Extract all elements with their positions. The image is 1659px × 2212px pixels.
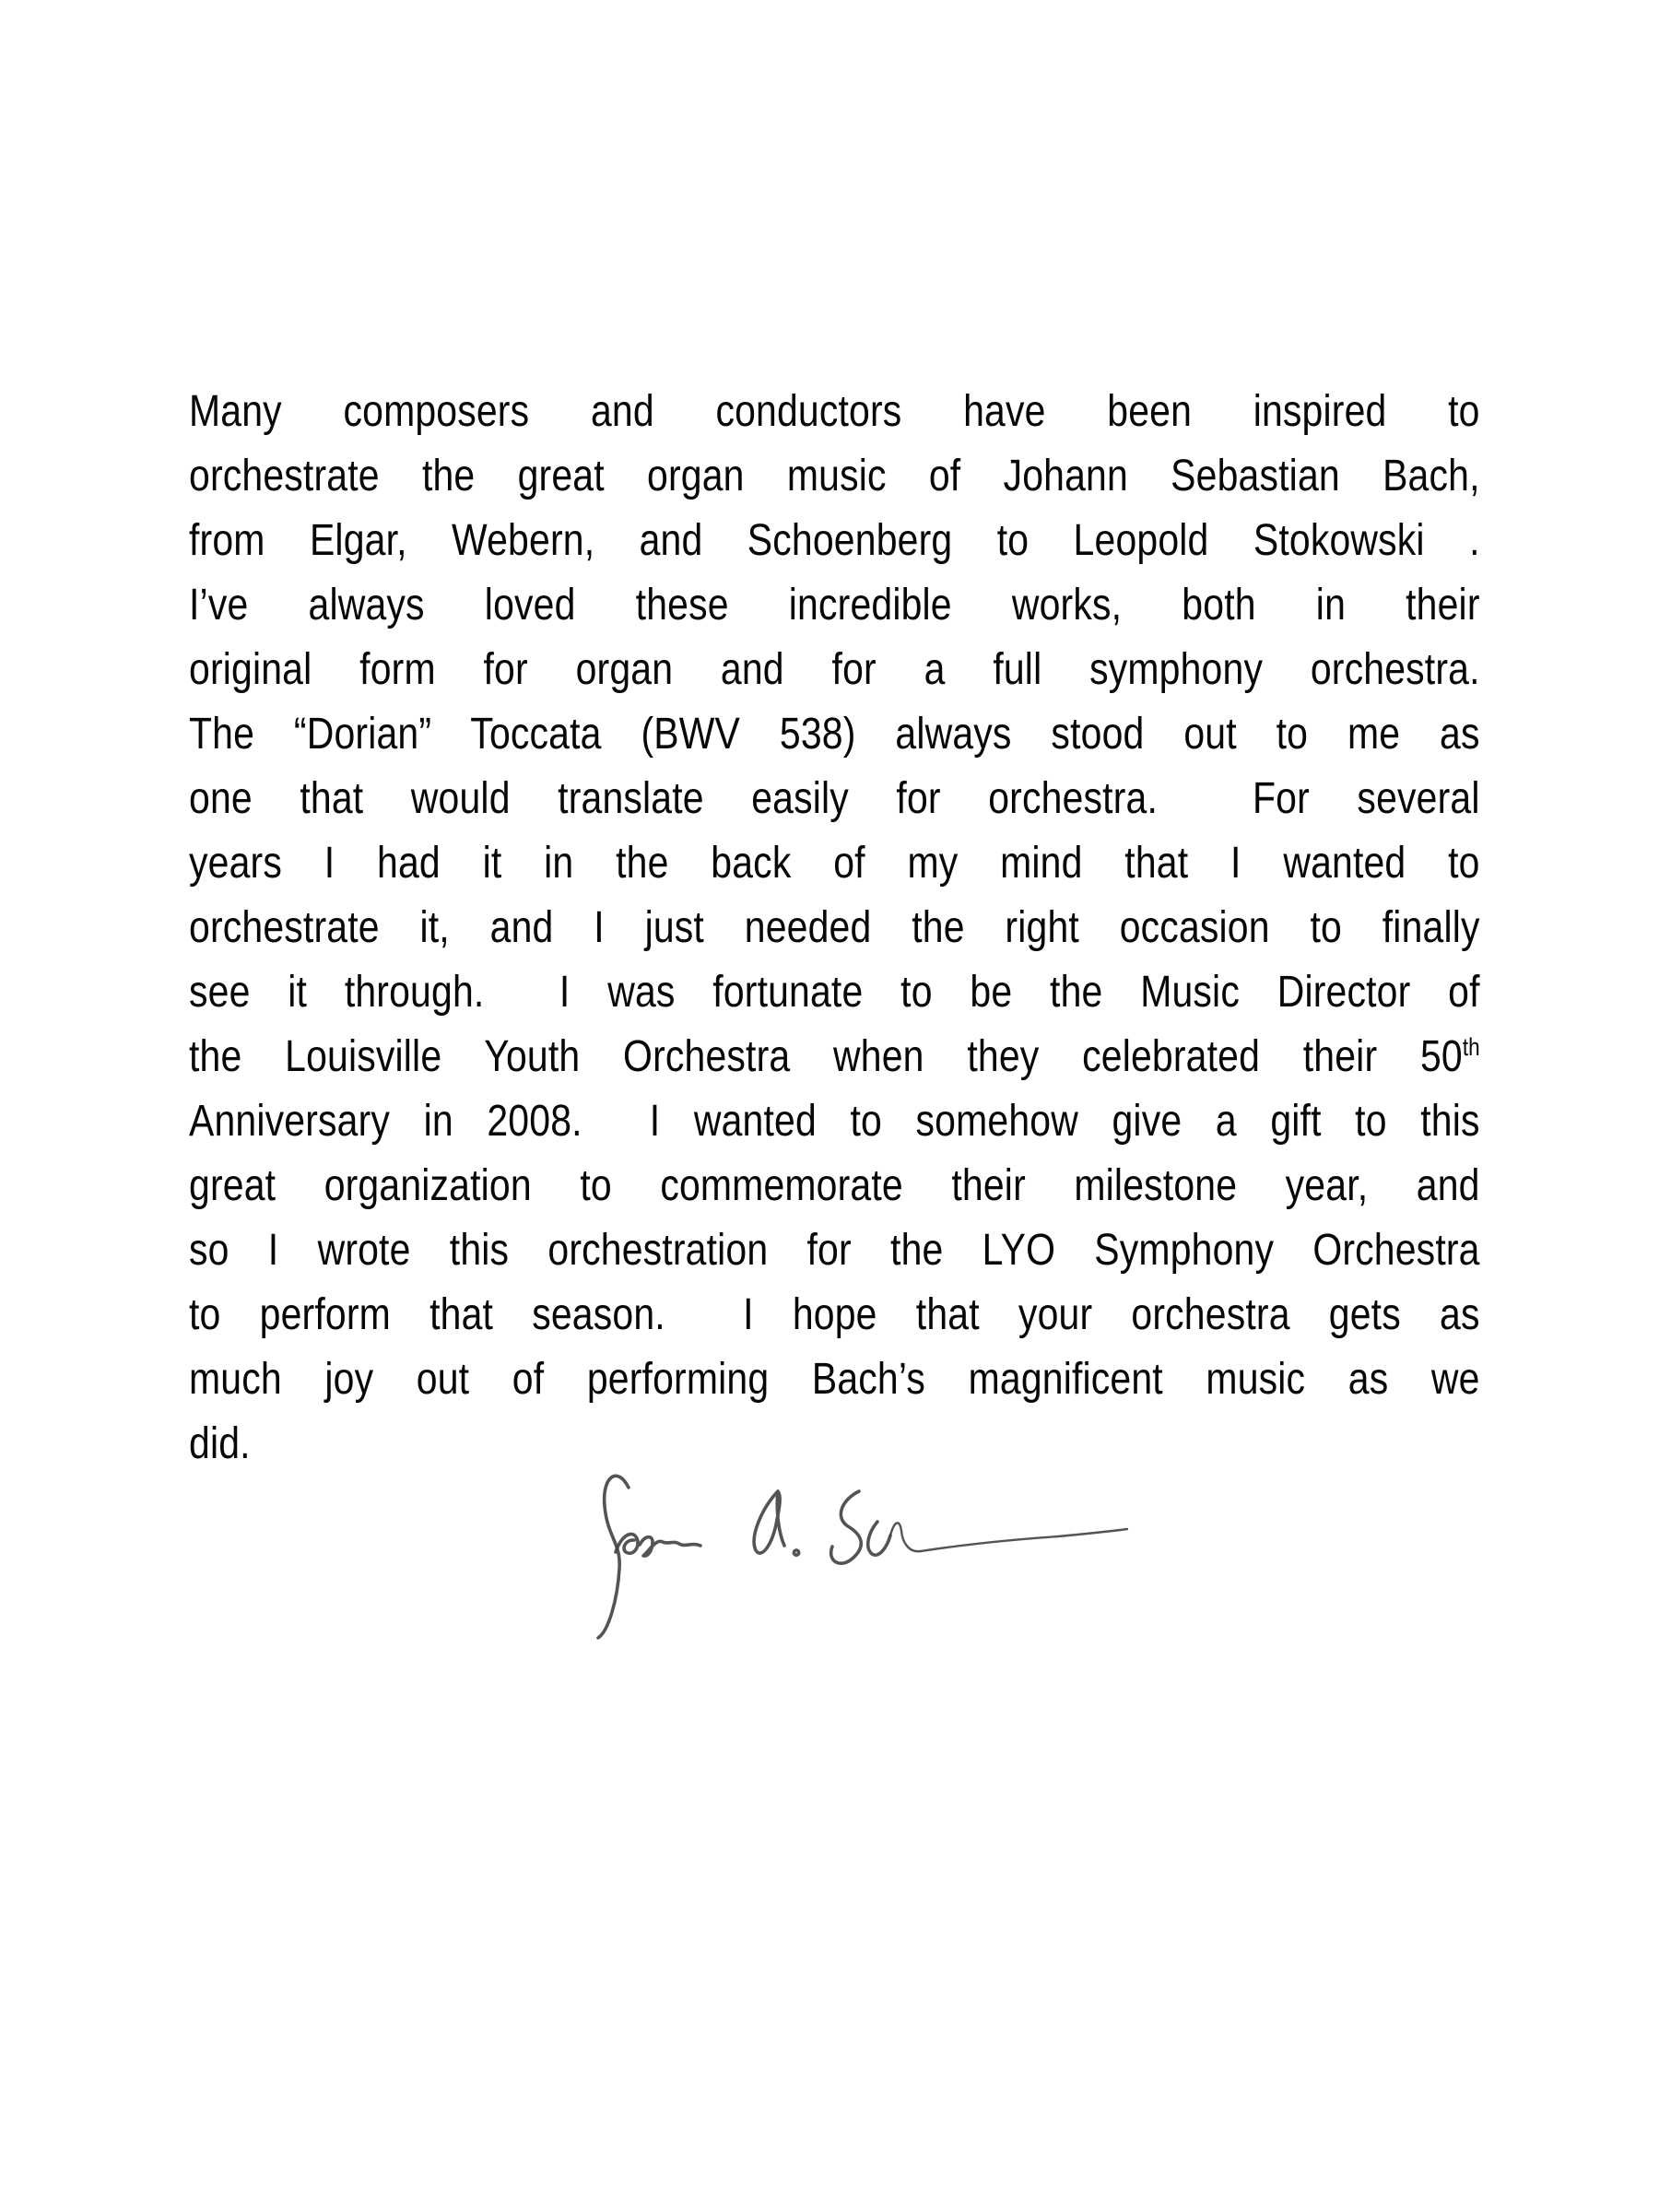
note-line: Many composers and conductors have been inspired to xyxy=(189,387,1480,436)
note-line: did. xyxy=(189,1419,251,1468)
note-line: much joy out of performing Bach’s magnificent music as we xyxy=(189,1355,1480,1404)
note-line: The “Dorian” Toccata (BWV 538) always stood out to me as xyxy=(189,710,1480,759)
note-line-text: the Louisville Youth Orchestra when they celebrated their 50 xyxy=(189,1032,1463,1081)
signature-flourish xyxy=(890,1523,1127,1551)
note-line: see it through. I was fortunate to be the Music Director of xyxy=(189,968,1480,1017)
signature-stroke xyxy=(754,1491,784,1553)
signature-stroke xyxy=(598,1476,629,1638)
note-line: years I had it in the back of my mind that I wanted to xyxy=(189,839,1480,888)
note-line: original form for organ and for a full symphony orchestra. xyxy=(189,645,1480,694)
note-line: orchestrate the great organ music of Johann Sebastian Bach, xyxy=(189,452,1480,500)
signature xyxy=(560,1454,1134,1650)
note-paragraph xyxy=(189,380,1480,1477)
note-line-with-ordinal xyxy=(189,1025,1480,1089)
note-line: Anniversary in 2008. I wanted to somehow give a gift to this xyxy=(189,1097,1480,1146)
note-line: to perform that season. I hope that your orchestra gets as xyxy=(189,1290,1480,1339)
note-line: from Elgar, Webern, and Schoenberg to Leopold Stokowski . xyxy=(189,516,1480,565)
note-line: so I wrote this orchestration for the LYO Symphony Orchestra xyxy=(189,1226,1480,1275)
signature-stroke xyxy=(794,1550,798,1555)
ordinal-suffix: th xyxy=(1462,1033,1480,1061)
note-line: orchestrate it, and I just needed the right occasion to finally xyxy=(189,903,1480,952)
signature-stroke xyxy=(868,1522,890,1555)
note-line: great organization to commemorate their milestone year, and xyxy=(189,1161,1480,1210)
signature-stroke xyxy=(616,1534,700,1556)
note-line: I’ve always loved these incredible works, both in their xyxy=(189,581,1480,629)
signature-stroke xyxy=(831,1491,862,1563)
signature-image xyxy=(560,1454,1134,1650)
note-line: one that would translate easily for orchestra. For several xyxy=(189,774,1480,823)
